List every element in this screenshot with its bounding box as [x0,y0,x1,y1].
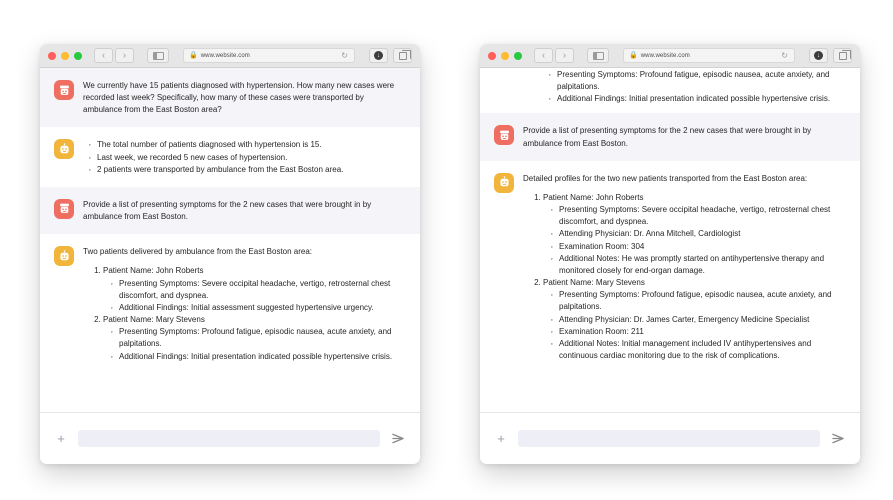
send-arrow-icon [392,433,405,444]
sidebar-toggle-icon [153,52,164,60]
patient-name: Patient Name: John Roberts [103,266,204,276]
user-avatar-icon [54,199,74,219]
send-button[interactable] [830,431,846,447]
message-input[interactable] [78,430,380,447]
lock-icon: 🔒 [189,52,198,59]
close-window-icon[interactable] [488,52,496,60]
chat-message-assistant [40,234,420,373]
close-window-icon[interactable] [48,52,56,60]
chat-message-assistant [480,161,860,373]
patient-list [523,192,844,362]
add-attachment-button[interactable]: + [497,430,505,446]
patient-details [543,204,844,277]
answer-intro: Two patients delivered by ambulance from the East Boston area: [83,247,313,257]
list-item: · Presenting Symptoms: Profound fatigue, episodic nausea, acute anxiety, and palpitations. [109,326,404,350]
user-avatar-icon [54,80,74,100]
bullet-list [543,69,844,105]
nav-buttons [534,48,574,63]
patient-name: Patient Name: Mary Stevens [543,278,645,288]
chat-message-assistant [40,127,420,186]
assistant-robot-avatar-icon [54,246,74,266]
chat-message-assistant-clipped [480,68,860,113]
traffic-lights [48,52,82,60]
chat-message-user [40,187,420,234]
message-text: Provide a list of presenting symptoms for the 2 new cases that were brought in by ambulance from East Boston. [523,126,812,148]
add-attachment-button[interactable]: + [57,430,65,446]
message-text: We currently have 15 patients diagnosed with hypertension. How many new cases were recorded last week? Specifically, how many of these cases were transported by ambulance from the East Boston area? [83,81,395,115]
chat-message-user [40,68,420,127]
answer-intro: Detailed profiles for the two new patients transported from the East Boston area: [523,173,808,183]
download-icon: ↓ [374,51,383,60]
back-button[interactable]: ‹ [534,48,553,63]
scroll-fade [480,400,860,412]
send-arrow-icon [832,433,845,444]
message-text [523,172,844,362]
address-bar[interactable] [183,48,355,63]
nav-buttons [94,48,134,63]
patient-details [103,326,404,362]
patient-name: Patient Name: Mary Stevens [103,315,205,325]
back-button[interactable]: ‹ [94,48,113,63]
bullet-list [83,139,404,175]
list-item: · Additional Findings: Initial presentation indicated possible hypertensive crisis. [547,93,844,105]
reload-icon[interactable]: ↻ [781,50,788,60]
list-item: · Attending Physician: Dr. Anna Mitchell, Cardiologist [549,228,844,240]
message-text [83,138,404,175]
toolbar-right-buttons [809,48,852,63]
list-item: · Presenting Symptoms: Profound fatigue, episodic nausea, acute anxiety, and palpitations. [547,69,844,93]
browser-window-right [480,44,860,464]
message-input[interactable] [518,430,820,447]
browser-titlebar [40,44,420,68]
list-item [103,314,404,363]
send-button[interactable] [390,431,406,447]
downloads-button[interactable] [369,48,388,63]
list-item: · Presenting Symptoms: Severe occipital headache, vertigo, retrosternal chest discomfort, and dyspnea. [109,278,404,302]
tab-overview-button[interactable] [833,48,852,63]
list-item: · Additional Notes: Initial management included IV antihypertensives and continuous cardiac monitoring due to the risk of complications. [549,338,844,362]
lock-icon: 🔒 [629,52,638,59]
tab-overview-button[interactable] [393,48,412,63]
browser-titlebar [480,44,860,68]
forward-button[interactable]: › [115,48,134,63]
sidebar-toggle-button[interactable] [587,48,609,63]
forward-button[interactable]: › [555,48,574,63]
assistant-robot-avatar-icon [494,173,514,193]
traffic-lights [488,52,522,60]
list-item: · Additional Notes: He was promptly started on antihypertensive therapy and monitored closely for end-organ damage. [549,253,844,277]
sidebar-toggle-icon [593,52,604,60]
minimize-window-icon[interactable] [501,52,509,60]
tab-overview-icon [839,52,847,60]
list-item: · Examination Room: 211 [549,326,844,338]
list-item: · Presenting Symptoms: Profound fatigue, episodic nausea, acute anxiety, and palpitations. [549,289,844,313]
list-item [543,192,844,277]
chat-scroll-area-left[interactable] [40,68,420,412]
reload-icon[interactable]: ↻ [341,50,348,60]
list-item: · Additional Findings: Initial assessment suggested hypertensive urgency. [109,302,404,314]
patient-details [103,278,404,314]
patient-list [83,265,404,362]
list-item: · Presenting Symptoms: Severe occipital headache, vertigo, retrosternal chest discomfort, and dyspnea. [549,204,844,228]
list-item: · Examination Room: 304 [549,241,844,253]
message-text: Provide a list of presenting symptoms for the 2 new cases that were brought in by ambulance from East Boston. [83,199,372,222]
minimize-window-icon[interactable] [61,52,69,60]
url-text: www.website.com [200,52,250,59]
patient-name: Patient Name: John Roberts [543,192,644,202]
browser-window-left [40,44,420,464]
url-text: www.website.com [640,52,690,59]
toolbar-right-buttons [369,48,412,63]
list-item: · Attending Physician: Dr. James Carter, Emergency Medicine Specialist [549,314,844,326]
address-bar[interactable] [623,48,795,63]
maximize-window-icon[interactable] [514,52,522,60]
maximize-window-icon[interactable] [74,52,82,60]
scroll-fade [40,400,420,412]
download-icon: ↓ [814,51,823,60]
list-item [543,277,844,362]
list-item: · Additional Findings: Initial presentation indicated possible hypertensive crisis. [109,351,404,363]
chat-message-user [480,113,860,160]
user-avatar-icon [494,125,514,145]
downloads-button[interactable] [809,48,828,63]
list-item: · Last week, we recorded 5 new cases of hypertension. [87,152,404,164]
message-composer [40,412,420,464]
tab-overview-icon [399,52,407,60]
chat-scroll-area-right[interactable] [480,68,860,412]
list-item: · The total number of patients diagnosed with hypertension is 15. [87,139,404,151]
patient-details [543,289,844,362]
list-item: · 2 patients were transported by ambulance from the East Boston area. [87,164,404,176]
list-item [103,265,404,314]
sidebar-toggle-button[interactable] [147,48,169,63]
message-composer [480,412,860,464]
message-text [523,68,844,105]
message-text [83,245,404,362]
assistant-robot-avatar-icon [54,139,74,159]
